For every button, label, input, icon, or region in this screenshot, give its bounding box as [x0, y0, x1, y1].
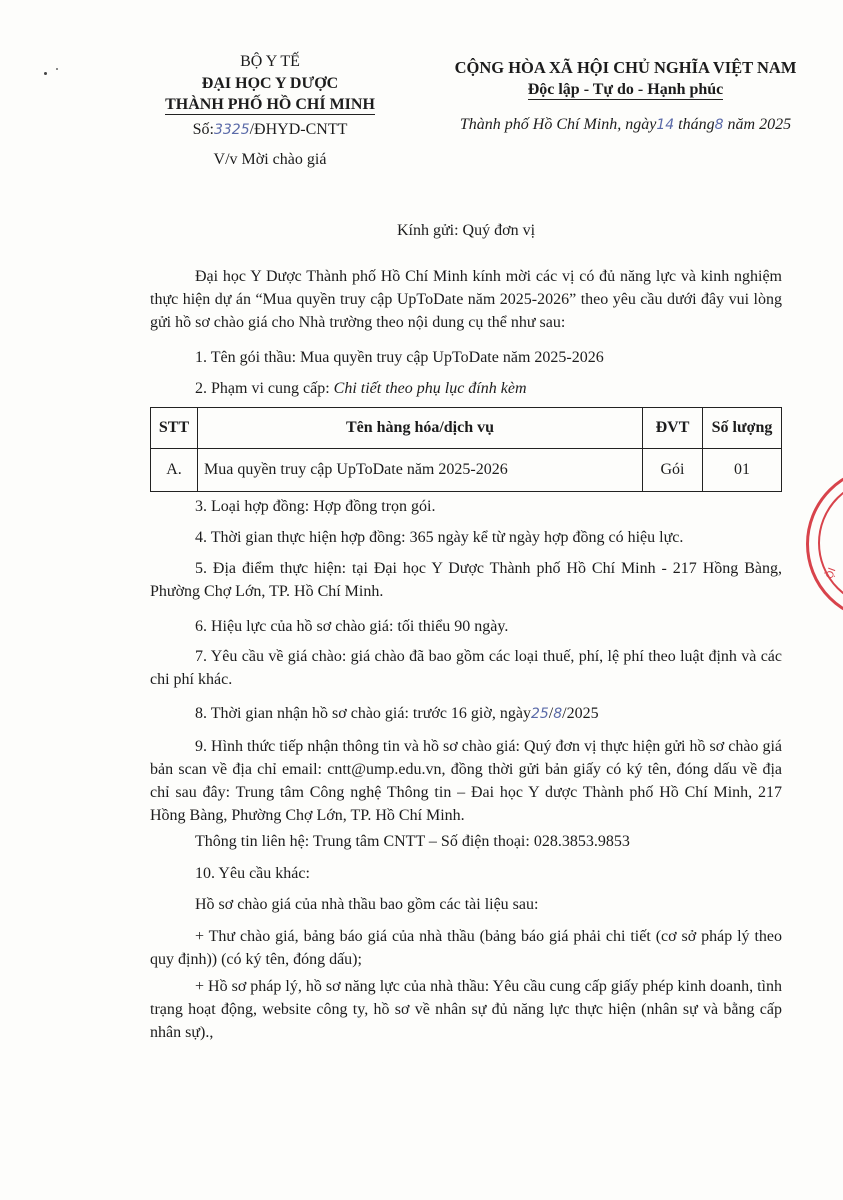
country-name: CỘNG HÒA XÃ HỘI CHỦ NGHĨA VIỆT NAM	[454, 58, 797, 77]
issuer-block	[150, 51, 390, 171]
intro-paragraph: Đại học Y Dược Thành phố Hồ Chí Minh kính mời các vị có đủ năng lực và kinh nghiệm thực hiện dự án “Mua quyền truy cập UpToDate năm 2025-2026” theo yêu cầu dưới đây vui lòng gửi hồ sơ chào giá cho Nhà trường theo nội dung cụ thể như sau:	[150, 268, 782, 331]
deadline-month-handwritten: 8	[553, 706, 563, 722]
doc-legal-profile: + Hồ sơ pháp lý, hồ sơ năng lực của nhà thầu: Yêu cầu cung cấp giấy phép kinh doanh, tình trạng hoạt động, website công ty, hồ sơ về nhân sự đủ năng lực thực hiện (nhân sự và bằng cấp nhân sự).,	[150, 978, 782, 1041]
item-scope: 2. Phạm vi cung cấp: Chi tiết theo phụ lục đính kèm	[195, 380, 527, 397]
cell-quantity: 01	[703, 449, 782, 492]
table-header-row	[151, 408, 782, 449]
national-header	[428, 57, 823, 137]
seal-lettering: ỘI	[824, 566, 839, 581]
item-scope-value: Chi tiết theo phụ lục đính kèm	[333, 380, 527, 397]
salutation: Kính gửi: Quý đơn vị	[396, 222, 536, 239]
ministry-name: BỘ Y TẾ	[240, 53, 300, 70]
deadline-day-handwritten: 25	[530, 706, 549, 722]
national-motto: Độc lập - Tự do - Hạnh phúc	[527, 81, 724, 98]
item-package-name: 1. Tên gói thầu: Mua quyền truy cập UpToDate năm 2025-2026	[195, 349, 604, 366]
scan-speck	[56, 68, 58, 70]
goods-table	[150, 407, 782, 492]
item-contract-duration: 4. Thời gian thực hiện hợp đồng: 365 ngày kể từ ngày hợp đồng có hiệu lực.	[195, 529, 684, 546]
item-other-requirements: 10. Yêu cầu khác:	[195, 865, 310, 882]
university-name-line1: ĐẠI HỌC Y DƯỢC	[201, 75, 339, 92]
document-number-handwritten: 3325	[213, 122, 250, 138]
item-validity: 6. Hiệu lực của hồ sơ chào giá: tối thiểu 90 ngày.	[195, 618, 509, 635]
item-location: 5. Địa điểm thực hiện: tại Đại học Y Dược Thành phố Hồ Chí Minh - 217 Hồng Bàng, Phường Chợ Lớn, TP. Hồ Chí Minh.	[150, 560, 782, 600]
col-header-stt: STT	[151, 408, 198, 449]
table-row	[151, 449, 782, 492]
doc-quotation: + Thư chào giá, bảng báo giá của nhà thầu (bảng báo giá phải chi tiết (cơ sở pháp lý theo quy định)) (có ký tên, đóng dấu);	[150, 928, 782, 968]
cell-unit: Gói	[643, 449, 703, 492]
item-deadline: 8. Thời gian nhận hồ sơ chào giá: trước 16 giờ, ngày25/8/2025	[195, 705, 599, 722]
col-header-unit: ĐVT	[643, 408, 703, 449]
university-name-line2: THÀNH PHỐ HỒ CHÍ MINH	[165, 96, 375, 113]
contact-info: Thông tin liên hệ: Trung tâm CNTT – Số điện thoại: 028.3853.9853	[195, 833, 630, 850]
document-number: Số:3325/ĐHYD-CNTT	[192, 121, 348, 138]
cell-item-name: Mua quyền truy cập UpToDate năm 2025-2026	[198, 449, 643, 492]
document-subject: V/v Mời chào giá	[213, 151, 327, 168]
scan-speck	[44, 72, 47, 75]
issue-date: Thành phố Hồ Chí Minh, ngày14 tháng8 năm 2025	[459, 116, 792, 133]
col-header-quantity: Số lượng	[703, 408, 782, 449]
item-submission-method: 9. Hình thức tiếp nhận thông tin và hồ sơ chào giá: Quý đơn vị thực hiện gửi hồ sơ chào giá bản scan về địa chỉ email: cntt@ump.edu.vn, đồng thời gửi bản giấy có ký tên, đóng dấu về địa chỉ sau đây: Trung tâm Công nghệ Thông tin – Đai học Y dược Thành phố Hồ Chí Minh, 217 Hồng Bàng, Phường Chợ Lớn, TP. Hồ Chí Minh.	[150, 738, 782, 824]
col-header-item-name: Tên hàng hóa/dịch vụ	[198, 408, 643, 449]
issue-month-handwritten: 8	[714, 117, 724, 133]
issue-day-handwritten: 14	[656, 117, 675, 133]
item-contract-type: 3. Loại hợp đồng: Hợp đồng trọn gói.	[195, 498, 436, 515]
docs-intro: Hồ sơ chào giá của nhà thầu bao gồm các tài liệu sau:	[195, 896, 539, 913]
cell-stt: A.	[151, 449, 198, 492]
item-price-requirement: 7. Yêu cầu về giá chào: giá chào đã bao gồm các loại thuế, phí, lệ phí theo luật định và các chi phí khác.	[150, 648, 782, 688]
